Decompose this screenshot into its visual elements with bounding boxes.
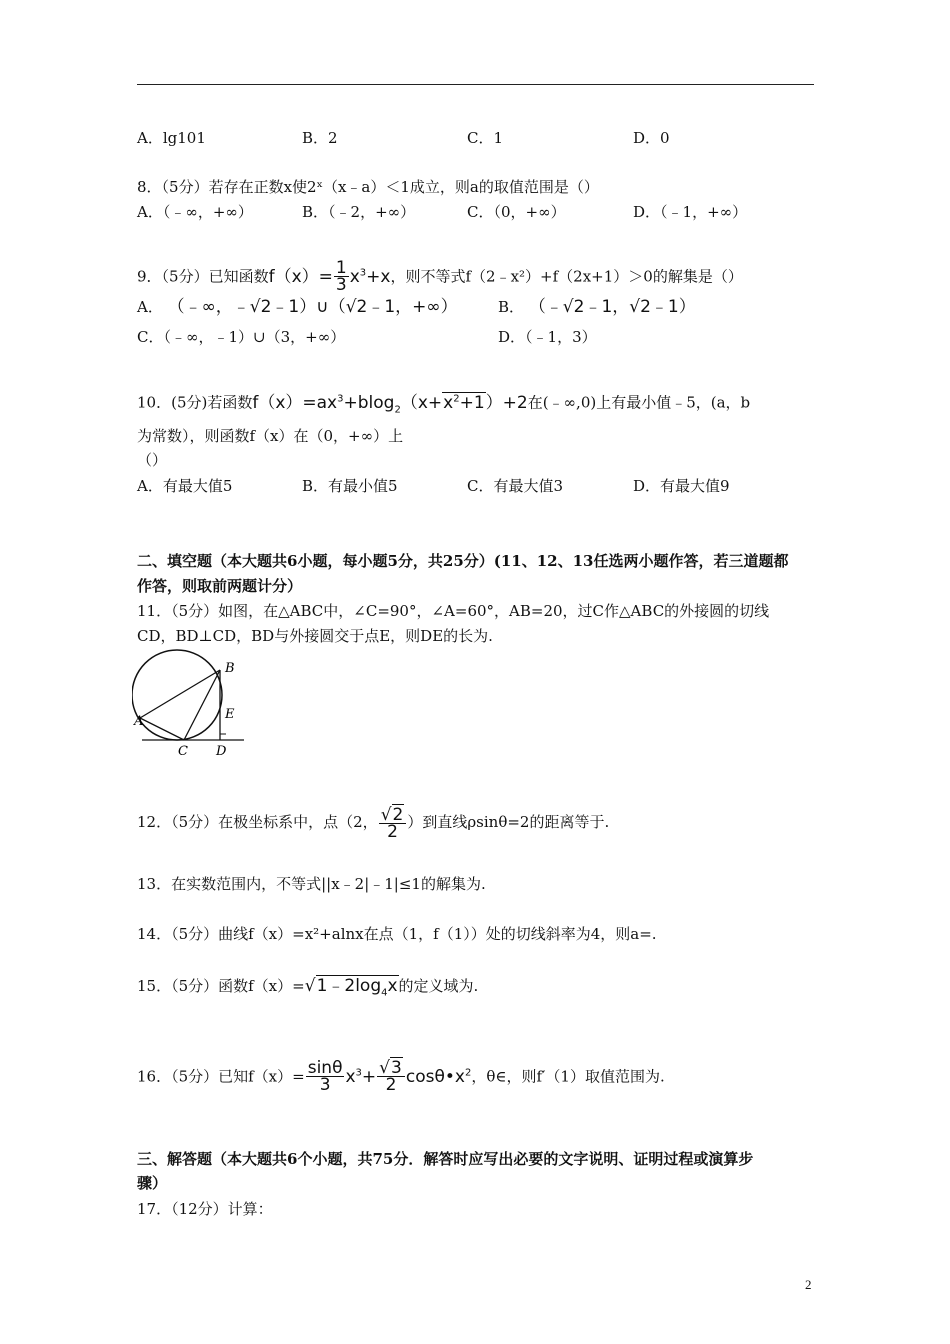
q8-option-a: A．（﹣∞，+∞） bbox=[137, 203, 253, 221]
section3-heading-line1: 三、解答题（本大题共6个小题，共75分．解答时应写出必要的文字说明、证明过程或演算步 bbox=[137, 1150, 754, 1168]
section2-heading-line1: 二、填空题（本大题共6小题，每小题5分，共25分）(11、12、13任选两小题作答，若三道题都 bbox=[137, 552, 789, 570]
q8-option-b: B．（﹣2，+∞） bbox=[302, 203, 416, 221]
section2-heading-line2: 作答，则取前两题计分） bbox=[137, 577, 303, 595]
q8-option-d: D．（﹣1，+∞） bbox=[633, 203, 748, 221]
label-a: A bbox=[134, 714, 144, 729]
q14: 14．（5分）曲线f（x）=x²+alnx在点（1，f（1））处的切线斜率为4，则a=. bbox=[137, 925, 657, 943]
q10-option-d: D．有最大值9 bbox=[633, 477, 730, 495]
label-e: E bbox=[225, 707, 235, 722]
label-c: C bbox=[178, 744, 188, 759]
q9-option-b-math: （﹣√2﹣1，√2﹣1） bbox=[528, 297, 696, 317]
q10-option-c: C．有最大值3 bbox=[467, 477, 564, 495]
circumcircle bbox=[132, 650, 222, 740]
q13: 13．在实数范围内，不等式||x﹣2|﹣1|≤1的解集为. bbox=[137, 875, 486, 893]
section3-heading-line2: 骤） bbox=[137, 1174, 168, 1192]
q11-line1: 11．（5分）如图，在△ABC中，∠C=90°，∠A=60°，AB=20，过C作△ABC的外接圆的切线 bbox=[137, 602, 770, 620]
q9-stem-end: ，则不等式f（2﹣x²）+f（2x+1）＞0的解集是（） bbox=[390, 267, 743, 286]
q10-option-a: A．有最大值5 bbox=[137, 477, 233, 495]
q12: 12．（5分）在极坐标系中，点（2， $\frac{√2}{2}$ ）到直线ρsinθ=2的距离等于. bbox=[137, 804, 610, 842]
q16-formula: $\frac{\sin\theta}{3}$ $x^3+$ $\frac{√3}{2}$ $\cos\theta•x^2$ bbox=[307, 1058, 472, 1096]
q7-option-b: B．2 bbox=[302, 129, 338, 147]
q11-geometry-figure bbox=[132, 645, 252, 760]
q11-line2: CD，BD⊥CD，BD与外接圆交于点E，则DE的长为. bbox=[137, 627, 493, 645]
q16: 16．（5分）已知f（x）= $\frac{\sin\theta}{3}$ $x^3+$ $\frac{√3}{2}$ $\cos\theta•x^2$，θ∈，则f′（1）取值范围为. bbox=[137, 1058, 665, 1096]
right-angle-mark bbox=[220, 734, 226, 740]
q9-option-d: D．（﹣1，3） bbox=[498, 328, 597, 346]
q9-option-a: A． （﹣∞，﹣√2﹣1）∪（√2﹣1，+∞） bbox=[137, 297, 458, 317]
header-rule bbox=[137, 84, 814, 85]
page-number: 2 bbox=[805, 1277, 812, 1292]
q7-option-c: C．1 bbox=[467, 129, 504, 147]
q10-stem: 10．(5分)若函数$f(x)=ax^3+blog_2(x+x^2+1)+2$在(﹣∞,0)上有最小值﹣5，(a，b bbox=[137, 392, 751, 416]
label-d: D bbox=[216, 744, 227, 759]
q12-fraction: $\frac{√2}{2}$ bbox=[379, 807, 407, 840]
q7-option-a: A．lg101 bbox=[137, 129, 206, 147]
q9-option-a-math: （﹣∞，﹣√2﹣1）∪（√2﹣1，+∞） bbox=[167, 297, 458, 317]
q10-option-b: B．有最小值5 bbox=[302, 477, 398, 495]
q15: 15．（5分）函数$f(x)=√1﹣2\log_4x$的定义域为. bbox=[137, 976, 479, 999]
q10-line3: （） bbox=[137, 451, 168, 469]
q7-option-d: D．0 bbox=[633, 129, 670, 147]
q17: 17．（12分）计算： bbox=[137, 1200, 273, 1218]
q9-option-b: B． （﹣√2﹣1，√2﹣1） bbox=[498, 297, 696, 317]
q8-option-c: C．（0，+∞） bbox=[467, 203, 566, 221]
q8-stem: 8．（5分）若存在正数x使2ˣ（x﹣a）＜1成立，则a的取值范围是（） bbox=[137, 178, 599, 196]
q9-stem-start: 9．（5分）已知函数 bbox=[137, 267, 269, 286]
label-b: B bbox=[225, 661, 235, 676]
q9-option-c: C．（﹣∞，﹣1）∪（3，+∞） bbox=[137, 328, 346, 346]
q10-formula: $f(x)=ax^3+blog_2(x+x^2+1)+2$ bbox=[252, 392, 528, 416]
q15-formula: $√1﹣2\log_4x$ bbox=[304, 976, 398, 999]
q10-line2: 为常数），则函数f（x）在（0，+∞）上 bbox=[137, 427, 404, 445]
q9-formula: f（x）= $\frac{1}{3}$ $x^3+x$ bbox=[268, 258, 391, 295]
q9-stem bbox=[137, 260, 743, 293]
